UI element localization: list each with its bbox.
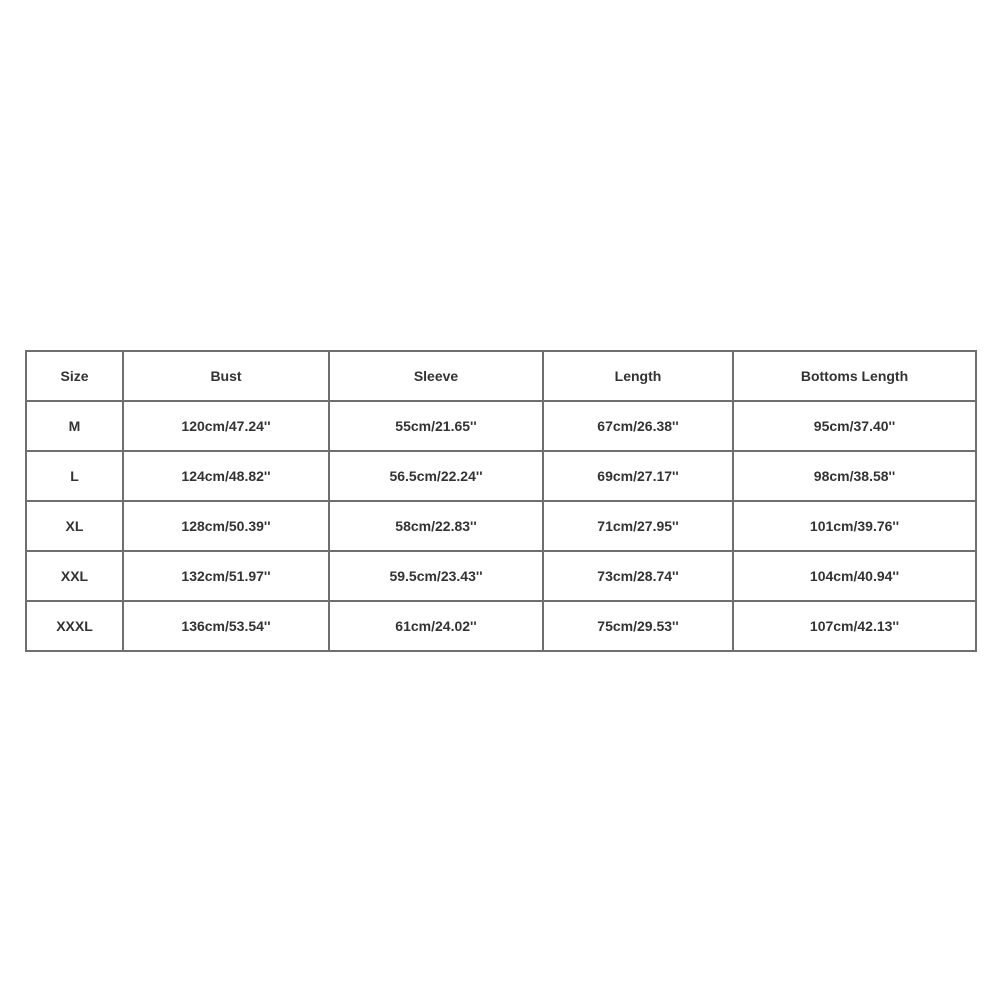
table-row xyxy=(26,601,976,651)
cell-bottoms-length: 107cm/42.13'' xyxy=(733,601,976,651)
cell-size: XXXL xyxy=(26,601,123,651)
cell-length: 71cm/27.95'' xyxy=(543,501,733,551)
header-length: Length xyxy=(543,351,733,401)
cell-bust: 132cm/51.97'' xyxy=(123,551,329,601)
cell-length: 69cm/27.17'' xyxy=(543,451,733,501)
header-bust: Bust xyxy=(123,351,329,401)
cell-size: M xyxy=(26,401,123,451)
cell-sleeve: 61cm/24.02'' xyxy=(329,601,543,651)
header-row xyxy=(26,351,976,401)
cell-sleeve: 56.5cm/22.24'' xyxy=(329,451,543,501)
cell-bust: 124cm/48.82'' xyxy=(123,451,329,501)
cell-bottoms-length: 98cm/38.58'' xyxy=(733,451,976,501)
table-row xyxy=(26,551,976,601)
cell-size: XL xyxy=(26,501,123,551)
size-chart-table xyxy=(25,350,977,652)
cell-length: 75cm/29.53'' xyxy=(543,601,733,651)
table-row xyxy=(26,501,976,551)
cell-bust: 128cm/50.39'' xyxy=(123,501,329,551)
header-size: Size xyxy=(26,351,123,401)
cell-length: 67cm/26.38'' xyxy=(543,401,733,451)
cell-size: L xyxy=(26,451,123,501)
table-row xyxy=(26,451,976,501)
cell-length: 73cm/28.74'' xyxy=(543,551,733,601)
table-row xyxy=(26,401,976,451)
cell-bust: 120cm/47.24'' xyxy=(123,401,329,451)
cell-bottoms-length: 101cm/39.76'' xyxy=(733,501,976,551)
cell-size: XXL xyxy=(26,551,123,601)
header-sleeve: Sleeve xyxy=(329,351,543,401)
cell-sleeve: 59.5cm/23.43'' xyxy=(329,551,543,601)
cell-bottoms-length: 104cm/40.94'' xyxy=(733,551,976,601)
cell-sleeve: 55cm/21.65'' xyxy=(329,401,543,451)
cell-bust: 136cm/53.54'' xyxy=(123,601,329,651)
header-bottoms-length: Bottoms Length xyxy=(733,351,976,401)
cell-bottoms-length: 95cm/37.40'' xyxy=(733,401,976,451)
cell-sleeve: 58cm/22.83'' xyxy=(329,501,543,551)
